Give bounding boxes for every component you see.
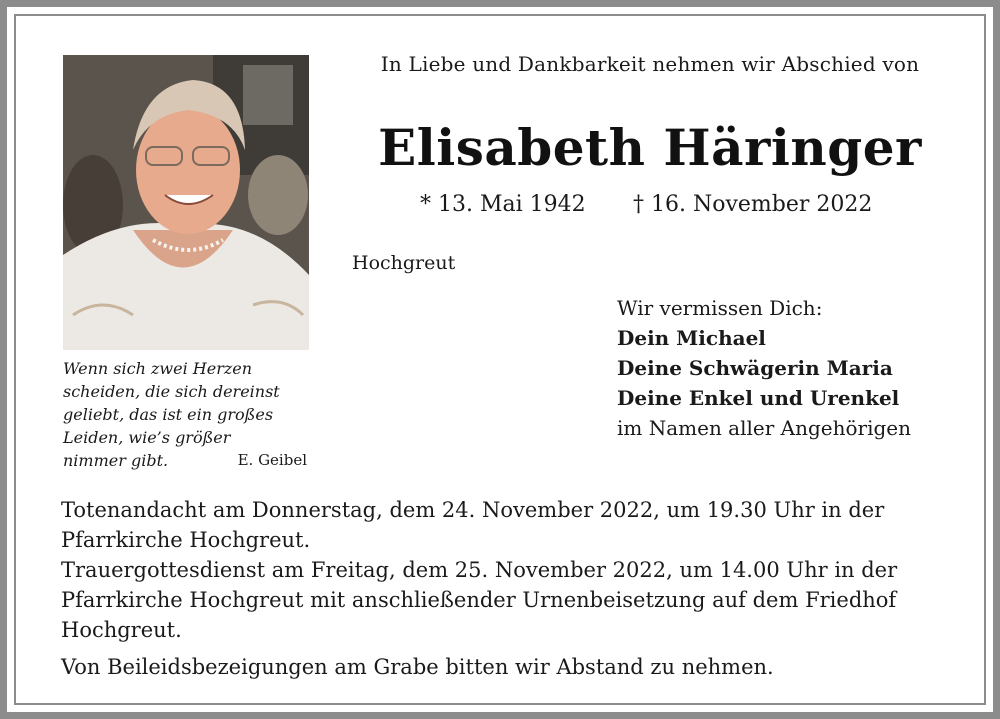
service-line: Pfarrkirche Hochgreut mit anschließender Urnenbeisetzung auf dem Friedhof (61, 588, 897, 612)
quote-line: scheiden, die sich dereinst (63, 382, 280, 401)
quote-line: geliebt, das ist ein großes (63, 405, 274, 424)
service-info (61, 495, 951, 645)
family-closing: im Namen aller Angehörigen (617, 416, 912, 440)
family-member: Deine Schwägerin Maria (617, 356, 893, 380)
condolence-note: Von Beileidsbezeigungen am Grabe bitten wir Abstand zu nehmen. (61, 655, 774, 679)
family-block (617, 293, 911, 443)
intro-line: In Liebe und Dankbarkeit nehmen wir Abschied von (380, 52, 920, 76)
quote-author: E. Geibel (237, 451, 307, 469)
death-date: † 16. November 2022 (633, 192, 873, 217)
quote-line: Wenn sich zwei Herzen (63, 359, 253, 378)
family-member: Deine Enkel und Urenkel (617, 386, 900, 410)
family-member: Dein Michael (617, 326, 766, 350)
deceased-name: Elisabeth Häringer (378, 118, 922, 177)
family-heading: Wir vermissen Dich: (617, 296, 823, 320)
birth-date: * 13. Mai 1942 (420, 192, 586, 217)
service-line: Totenandacht am Donnerstag, dem 24. November 2022, um 19.30 Uhr in der (61, 498, 885, 522)
memorial-quote (63, 357, 313, 472)
portrait-photo (63, 55, 309, 350)
service-line: Trauergottesdienst am Freitag, dem 25. November 2022, um 14.00 Uhr in der (61, 558, 898, 582)
service-line: Pfarrkirche Hochgreut. (61, 528, 311, 552)
service-line: Hochgreut. (61, 618, 182, 642)
hometown: Hochgreut (352, 252, 456, 274)
quote-line: Leiden, wie’s größer (63, 428, 231, 447)
quote-line: nimmer gibt. (63, 451, 169, 470)
